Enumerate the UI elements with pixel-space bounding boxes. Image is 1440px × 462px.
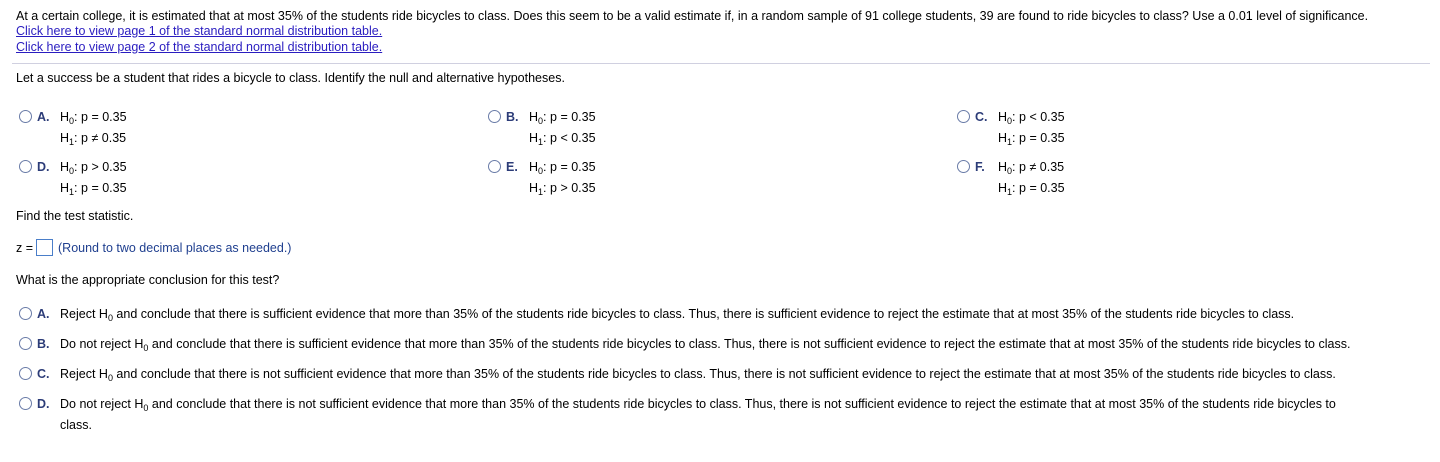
option-letter: A. xyxy=(37,110,50,124)
option-letter: B. xyxy=(506,110,519,124)
radio-button[interactable] xyxy=(19,367,32,380)
null-hypothesis: $H_0$: p < 0.35 xyxy=(998,110,1065,126)
radio-button[interactable] xyxy=(488,110,501,123)
z-answer-input[interactable] xyxy=(36,239,53,256)
radio-button[interactable] xyxy=(488,160,501,173)
alternative-hypothesis: $H_1$: p = 0.35 xyxy=(60,181,127,197)
radio-button[interactable] xyxy=(19,337,32,350)
radio-button[interactable] xyxy=(19,397,32,410)
null-hypothesis: $H_0$: p = 0.35 xyxy=(60,110,127,126)
null-hypothesis: $H_0$: p ≠ 0.35 xyxy=(998,160,1065,176)
option-letter: A. xyxy=(37,307,50,321)
option-text: Do not reject $H_0$ and conclude that there is sufficient evidence that more than 35% of the students ride bicycles to class. Thus, there is not sufficient evidence to reject the estimate that at most 35% of the students ride bicycles to class. xyxy=(60,337,1351,353)
option-letter: E. xyxy=(506,160,518,174)
option-letter: D. xyxy=(37,160,50,174)
normal-table-page2-link[interactable]: Click here to view page 2 of the standard normal distribution table. xyxy=(16,40,383,54)
option-text-continued: class. xyxy=(60,418,92,432)
alternative-hypothesis: $H_1$: p ≠ 0.35 xyxy=(60,131,127,147)
null-hypothesis: $H_0$: p = 0.35 xyxy=(529,110,596,126)
question-text: At a certain college, it is estimated that at most 35% of the students ride bicycles to class. Does this seem to be a valid estimate if, in a random sample of 91 college students, 39 are found to ride bicycles to class? Use a 0.01 level of significance. xyxy=(16,9,1369,23)
option-letter: C. xyxy=(975,110,988,124)
alternative-hypothesis: $H_1$: p = 0.35 xyxy=(998,181,1065,197)
alternative-hypothesis: $H_1$: p > 0.35 xyxy=(529,181,596,197)
conclusion-prompt: What is the appropriate conclusion for this test? xyxy=(16,273,280,287)
section-divider xyxy=(12,63,1430,64)
option-letter: F. xyxy=(975,160,985,174)
radio-button[interactable] xyxy=(957,110,970,123)
radio-button[interactable] xyxy=(19,160,32,173)
null-hypothesis: $H_0$: p > 0.35 xyxy=(60,160,127,176)
z-label: z = xyxy=(16,241,34,255)
radio-button[interactable] xyxy=(957,160,970,173)
option-text: Reject $H_0$ and conclude that there is sufficient evidence that more than 35% of the students ride bicycles to class. Thus, there is sufficient evidence to reject the estimate that at most 35% of the students ride bicycles to class. xyxy=(60,307,1295,323)
normal-table-page1-link[interactable]: Click here to view page 1 of the standard normal distribution table. xyxy=(16,24,383,38)
radio-button[interactable] xyxy=(19,307,32,320)
test-statistic-prompt: Find the test statistic. xyxy=(16,209,134,223)
hypotheses-prompt: Let a success be a student that rides a bicycle to class. Identify the null and alternative hypotheses. xyxy=(16,71,565,85)
option-text: Reject $H_0$ and conclude that there is not sufficient evidence that more than 35% of the students ride bicycles to class. Thus, there is not sufficient evidence to reject the estimate that at most 35% of the students ride bicycles to class. xyxy=(60,367,1336,383)
null-hypothesis: $H_0$: p = 0.35 xyxy=(529,160,596,176)
option-letter: C. xyxy=(37,367,50,381)
option-letter: D. xyxy=(37,397,50,411)
option-letter: B. xyxy=(37,337,50,351)
option-text: Do not reject $H_0$ and conclude that there is not sufficient evidence that more than 35% of the students ride bicycles to class. Thus, there is not sufficient evidence to reject the estimate that at most 35% of the students ride bicycles to xyxy=(60,397,1336,413)
rounding-note: (Round to two decimal places as needed.) xyxy=(58,241,292,255)
alternative-hypothesis: $H_1$: p < 0.35 xyxy=(529,131,596,147)
alternative-hypothesis: $H_1$: p = 0.35 xyxy=(998,131,1065,147)
radio-button[interactable] xyxy=(19,110,32,123)
